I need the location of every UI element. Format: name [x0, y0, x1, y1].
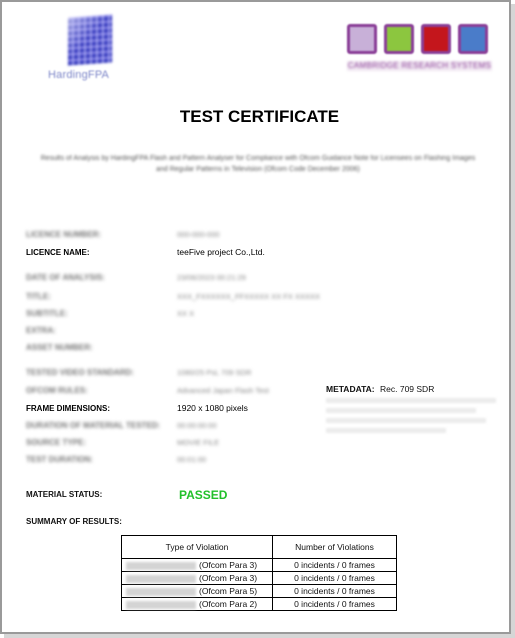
violation-count: 0 incidents / 0 frames — [273, 585, 397, 598]
table-row — [122, 598, 397, 611]
title-value: XXX_FXXXXXX_FFXXXXX XX FX XXXXX — [177, 292, 320, 301]
extra-label: EXTRA: — [26, 326, 56, 335]
table-row — [122, 585, 397, 598]
ofcom-rules-value: Advanced Japan Flash Test — [177, 386, 270, 395]
page-shadow — [4, 634, 515, 638]
metadata-detail-line — [326, 418, 486, 423]
test-duration-value: 00:01:00 — [177, 455, 207, 464]
results-table — [121, 535, 397, 611]
tested-video-standard-value: 1080/25 PsL 709 SDR — [177, 368, 252, 377]
licence-number-label: LICENCE NUMBER: — [26, 230, 102, 239]
material-status-value: PASSED — [179, 488, 228, 502]
violation-para: (Ofcom Para 2) — [199, 599, 258, 609]
frame-dimensions-label: FRAME DIMENSIONS: — [26, 404, 110, 413]
date-of-analysis-value: 23/06/2023 00:21:29 — [177, 273, 246, 282]
number-of-violations-header: Number of Violations — [273, 536, 397, 559]
logo-square-purple-icon — [347, 24, 377, 54]
licence-name-label: LICENCE NAME: — [26, 248, 90, 257]
title-label: TITLE: — [26, 292, 51, 301]
cambridge-research-logo — [347, 24, 492, 74]
violation-para: (Ofcom Para 5) — [199, 586, 258, 596]
material-status-label: MATERIAL STATUS: — [26, 490, 103, 499]
metadata-value: Rec. 709 SDR — [380, 384, 435, 394]
licence-name-value: teeFive project Co.,Ltd. — [177, 247, 265, 257]
tested-video-standard-label: TESTED VIDEO STANDARD: — [26, 368, 134, 377]
frame-dimensions-value: 1920 x 1080 pixels — [177, 403, 248, 413]
violation-para: (Ofcom Para 3) — [199, 573, 258, 583]
metadata-detail-line — [326, 398, 496, 403]
licence-number-value: 000-000-000 — [177, 230, 220, 239]
page-title: TEST CERTIFICATE — [179, 107, 340, 126]
duration-label: DURATION OF MATERIAL TESTED: — [26, 421, 161, 430]
metadata-detail-line — [326, 428, 446, 433]
hardingfpa-logo — [64, 16, 114, 72]
violation-name-redacted — [126, 588, 196, 596]
summary-label: SUMMARY OF RESULTS: — [26, 517, 122, 526]
subtitle-value: XX X — [177, 309, 195, 318]
date-of-analysis-label: DATE OF ANALYSIS: — [26, 273, 105, 282]
table-row — [122, 572, 397, 585]
table-row — [122, 559, 397, 572]
violation-para: (Ofcom Para 3) — [199, 560, 258, 570]
violation-count: 0 incidents / 0 frames — [273, 598, 397, 611]
source-type-value: MOVIE FILE — [177, 438, 220, 447]
violation-count: 0 incidents / 0 frames — [273, 559, 397, 572]
violation-name-redacted — [126, 601, 196, 609]
page-shadow — [511, 4, 515, 638]
violation-count: 0 incidents / 0 frames — [273, 572, 397, 585]
hardingfpa-grid-icon — [68, 14, 112, 65]
cambridge-research-logo-text: CAMBRIDGE RESEARCH SYSTEMS — [347, 61, 492, 70]
test-duration-label: TEST DURATION: — [26, 455, 93, 464]
source-type-label: SOURCE TYPE: — [26, 438, 87, 447]
violation-name-redacted — [126, 562, 196, 570]
logo-square-red-icon — [421, 24, 451, 54]
logo-square-blue-icon — [458, 24, 488, 54]
subtitle-label: SUBTITLE: — [26, 309, 68, 318]
violation-name-redacted — [126, 575, 196, 583]
duration-value: 00:00:00:00 — [177, 421, 217, 430]
logo-square-green-icon — [384, 24, 414, 54]
type-of-violation-header: Type of Violation — [122, 536, 273, 559]
hardingfpa-logo-text: HardingFPA — [48, 69, 110, 81]
page-subtitle: Results of Analysis by HardingFPA Flash and Pattern Analyser for Compliance with Ofcom Guidance Note for Licensees on Flashing Images and Regular Patterns in Television (Ofcom Code December 2006) — [40, 155, 476, 173]
ofcom-rules-label: OFCOM RULES: — [26, 386, 88, 395]
metadata-detail-line — [326, 408, 476, 413]
metadata-label: METADATA: — [326, 384, 375, 394]
asset-number-label: ASSET NUMBER: — [26, 343, 93, 352]
